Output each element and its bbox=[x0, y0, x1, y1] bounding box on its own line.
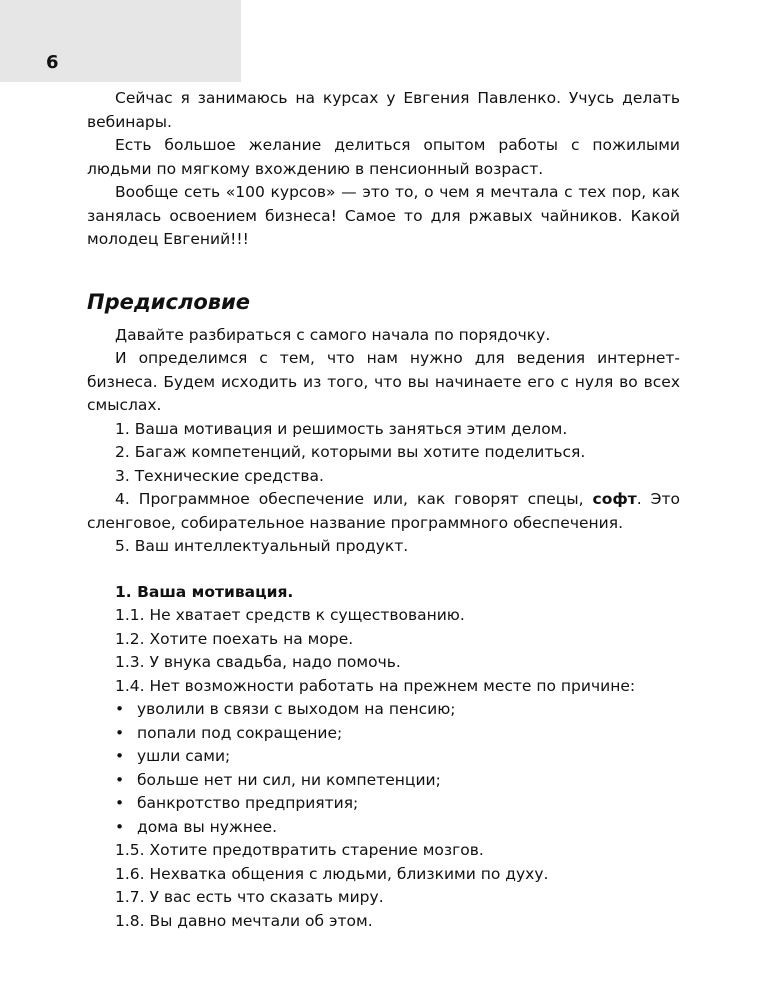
bullet-text: дома вы нужнее. bbox=[137, 817, 278, 836]
motivation-item: 1.7. У вас есть что сказать миру. bbox=[115, 888, 384, 906]
list-item bbox=[87, 745, 680, 769]
motivation-item: 1.3. У внука свадьба, надо помочь. bbox=[115, 653, 401, 671]
software-text-before: 4. Программное обеспечение или, как говорят спецы, bbox=[115, 490, 593, 508]
motivation-item: 1.2. Хотите поехать на море. bbox=[115, 629, 354, 648]
spacer bbox=[87, 559, 680, 581]
bullet-text: больше нет ни сил, ни компетенции; bbox=[137, 770, 441, 789]
motivation-heading: 1. Ваша мотивация. bbox=[115, 582, 294, 601]
bullet-icon: • bbox=[115, 817, 125, 836]
software-text-after: . Это сленговое, собирательное название программного обеспечения. bbox=[87, 490, 680, 532]
page-number-tab bbox=[0, 0, 241, 82]
bullet-text: банкротство предприятия; bbox=[137, 794, 359, 812]
motivation-item: 1.1. Не хватает средств к существованию. bbox=[115, 606, 465, 624]
preface-line: 5. Ваш интеллектуальный продукт. bbox=[115, 537, 409, 555]
bullet-icon: • bbox=[115, 700, 125, 718]
list-item bbox=[87, 698, 680, 722]
software-term: софт bbox=[592, 490, 637, 508]
bullet-text: ушли сами; bbox=[137, 747, 231, 765]
preface-line-software bbox=[87, 488, 680, 535]
page-body bbox=[87, 87, 680, 933]
bullet-icon: • bbox=[115, 794, 125, 812]
bullet-text: уволили в связи с выходом на пенсию; bbox=[137, 700, 456, 718]
preface-line: 3. Технические средства. bbox=[115, 466, 324, 485]
intro-paragraph: Сейчас я занимаюсь на курсах у Евгения Павленко. Учусь делать вебинары. bbox=[87, 89, 680, 131]
bullet-icon: • bbox=[115, 723, 125, 742]
page-number: 6 bbox=[46, 52, 59, 73]
motivation-item: 1.4. Нет возможности работать на прежнем месте по причине: bbox=[115, 676, 636, 695]
motivation-item: 1.6. Нехватка общения с людьми, близкими по духу. bbox=[115, 864, 549, 883]
preface-line: И определимся с тем, что нам нужно для ведения интернет-бизнеса. Будем исходить из того, что вы начинаете его с нуля во всех смыслах. bbox=[87, 349, 680, 414]
list-item bbox=[87, 792, 680, 816]
preface-line: 1. Ваша мотивация и решимость заняться этим делом. bbox=[115, 419, 568, 438]
bullet-text: попали под сокращение; bbox=[137, 723, 343, 742]
motivation-item: 1.5. Хотите предотвратить старение мозгов. bbox=[115, 841, 484, 859]
intro-paragraph: Есть большое желание делиться опытом работы с пожилыми людьми по мягкому вхождению в пенсионный возраст. bbox=[87, 136, 680, 178]
intro-paragraph: Вообще сеть «100 курсов» — это то, о чем я мечтала с тех пор, как занялась освоением бизнеса! Самое то для ржавых чайников. Какой молодец Евгений!!! bbox=[87, 183, 680, 248]
list-item bbox=[87, 816, 680, 840]
list-item bbox=[87, 769, 680, 793]
preface-line: Давайте разбираться с самого начала по порядочку. bbox=[115, 325, 551, 344]
bullet-icon: • bbox=[115, 747, 125, 765]
bullet-icon: • bbox=[115, 770, 125, 789]
preface-line: 2. Багаж компетенций, которыми вы хотите поделиться. bbox=[115, 443, 586, 461]
motivation-item: 1.8. Вы давно мечтали об этом. bbox=[115, 911, 373, 930]
list-item bbox=[87, 722, 680, 746]
reasons-bullet-list bbox=[87, 698, 680, 839]
section-heading-preface: Предисловие bbox=[87, 289, 251, 314]
